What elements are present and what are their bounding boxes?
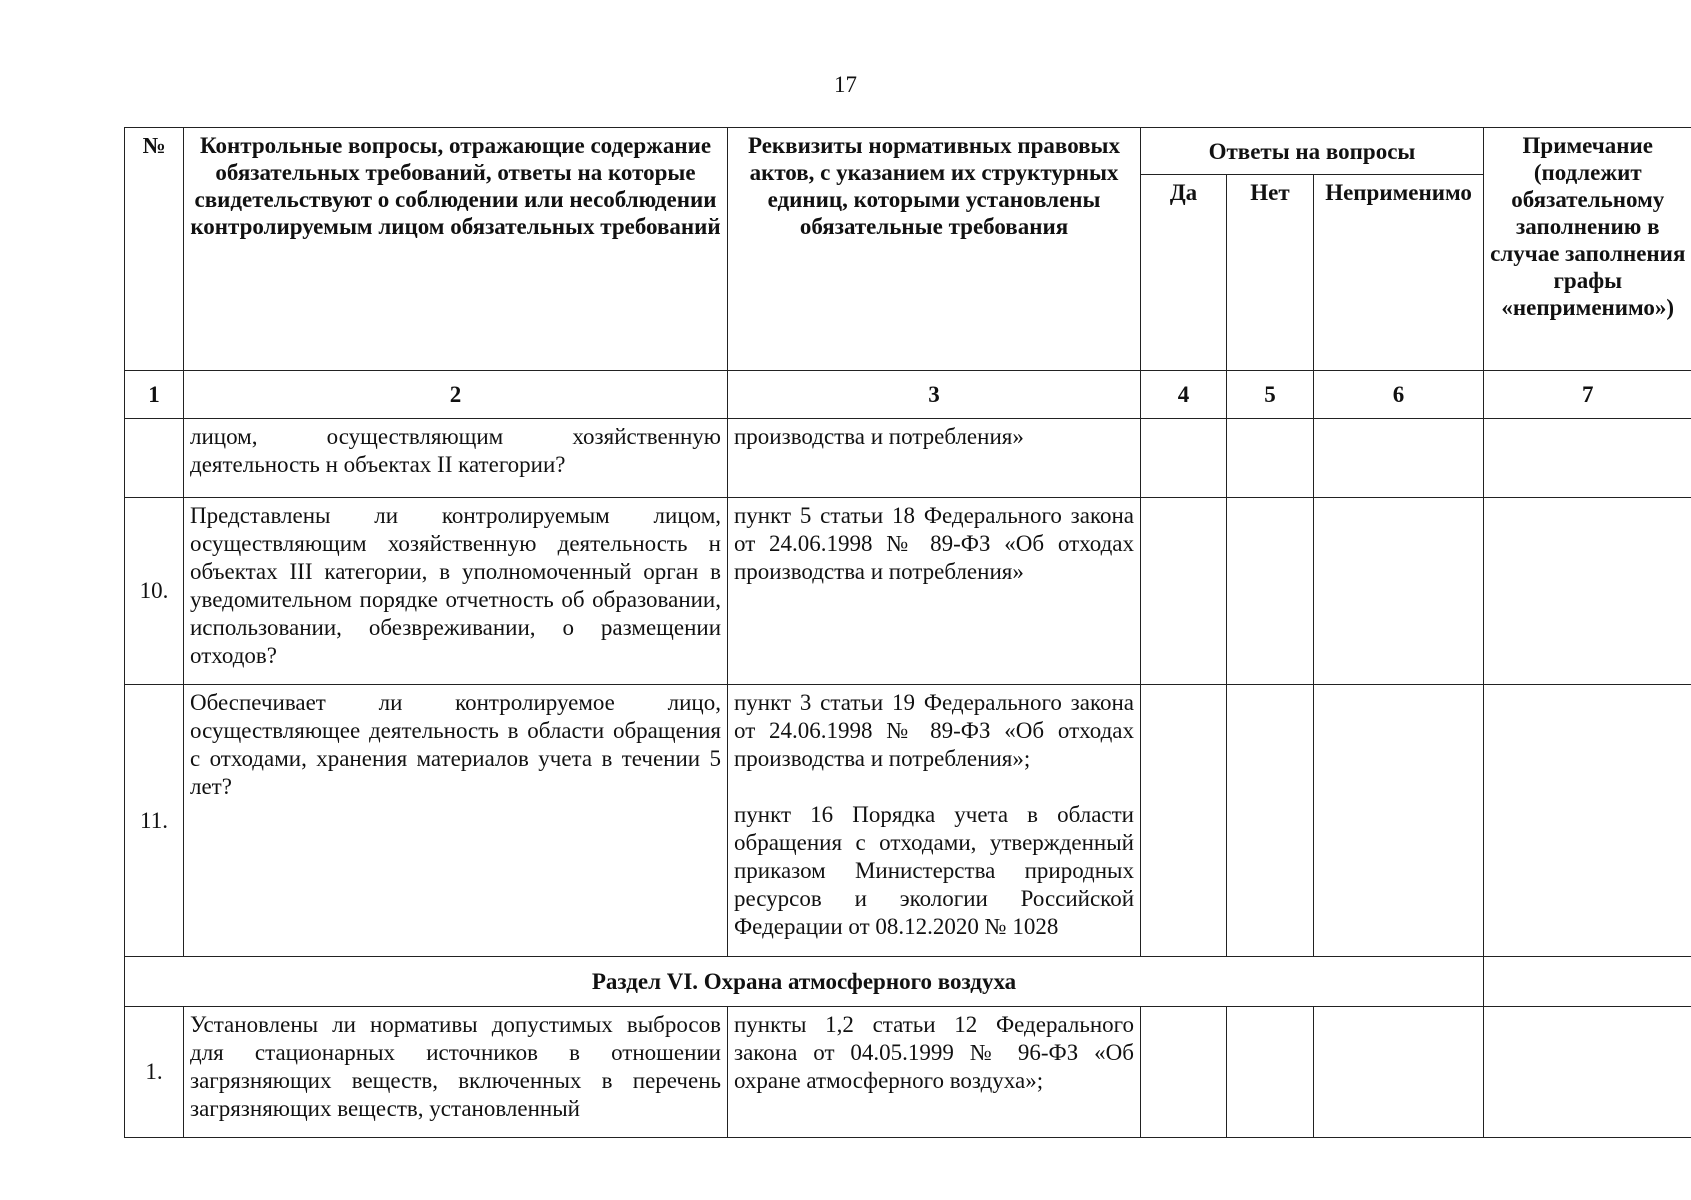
note-cell[interactable]	[1484, 957, 1691, 1007]
column-number-row	[125, 371, 1691, 419]
column-number: 4	[1141, 371, 1227, 419]
note-cell[interactable]	[1484, 419, 1691, 498]
answer-yes-cell[interactable]	[1141, 1007, 1227, 1138]
answer-yes-cell[interactable]	[1141, 685, 1227, 957]
table-row	[125, 498, 1691, 685]
header-question: Контрольные вопросы, отражающие содержание обязательных требований, ответы на которые свидетельствуют о соблюдении или несоблюдении контролируемым лицом обязательных требований	[184, 128, 728, 371]
column-number: 3	[728, 371, 1141, 419]
column-number: 5	[1227, 371, 1314, 419]
row-number: 10.	[125, 498, 184, 685]
header-no-answer: Нет	[1227, 175, 1314, 371]
row-question: Представлены ли контролируемым лицом, осуществляющим хозяйственную деятельность н объектах III категории, в уполномоченный орган в уведомительном порядке отчетность об образовании, использовании, обезвреживании, о размещении отходов?	[184, 498, 728, 685]
row-number: 1.	[125, 1007, 184, 1138]
answer-not-applicable-cell[interactable]	[1314, 498, 1484, 685]
checklist-table	[124, 127, 1691, 1138]
row-question: лицом, осуществляющим хозяйственную деятельность н объектах II категории?	[184, 419, 728, 498]
note-cell[interactable]	[1484, 685, 1691, 957]
column-number: 2	[184, 371, 728, 419]
row-requisites	[728, 685, 1141, 957]
answer-no-cell[interactable]	[1227, 685, 1314, 957]
header-row-top	[125, 128, 1691, 175]
row-number: 11.	[125, 685, 184, 957]
answer-not-applicable-cell[interactable]	[1314, 1007, 1484, 1138]
row-question: Обеспечивает ли контролируемое лицо, осуществляющее деятельность в области обращения с отходами, хранения материалов учета в течении 5 лет?	[184, 685, 728, 957]
column-number: 1	[125, 371, 184, 419]
header-note: Примечание (подлежит обязательному заполнению в случае заполнения графы «неприменимо»)	[1484, 128, 1691, 371]
header-answers: Ответы на вопросы	[1141, 128, 1484, 175]
section-title: Раздел VI. Охрана атмосферного воздуха	[125, 957, 1484, 1007]
header-requisites: Реквизиты нормативных правовых актов, с указанием их структурных единиц, которыми установлены обязательные требования	[728, 128, 1141, 371]
requisite-item: пункт 3 статьи 19 Федерального закона от 24.06.1998 № 89-ФЗ «Об отходах производства и потребления»;	[734, 690, 1134, 771]
header-yes: Да	[1141, 175, 1227, 371]
row-requisites: производства и потребления»	[728, 419, 1141, 498]
answer-no-cell[interactable]	[1227, 1007, 1314, 1138]
section-row	[125, 957, 1691, 1007]
table-row	[125, 685, 1691, 957]
requisite-gap	[734, 773, 1134, 801]
column-number: 7	[1484, 371, 1691, 419]
answer-not-applicable-cell[interactable]	[1314, 419, 1484, 498]
row-requisites: пункты 1,2 статьи 12 Федерального закона от 04.05.1999 № 96-ФЗ «Об охране атмосферного воздуха»;	[728, 1007, 1141, 1138]
column-number: 6	[1314, 371, 1484, 419]
table-row	[125, 1007, 1691, 1138]
row-question: Установлены ли нормативы допустимых выбросов для стационарных источников в отношении загрязняющих веществ, включенных в перечень загрязняющих веществ, установленный	[184, 1007, 728, 1138]
page-number: 17	[834, 72, 857, 97]
note-cell[interactable]	[1484, 498, 1691, 685]
note-cell[interactable]	[1484, 1007, 1691, 1138]
answer-yes-cell[interactable]	[1141, 498, 1227, 685]
row-number	[125, 419, 184, 498]
requisite-item: пункт 16 Порядка учета в области обращения с отходами, утвержденный приказом Министерства природных ресурсов и экологии Российской Федерации от 08.12.2020 № 1028	[734, 802, 1134, 939]
row-requisites: пункт 5 статьи 18 Федерального закона от 24.06.1998 № 89-ФЗ «Об отходах производства и потребления»	[728, 498, 1141, 685]
header-not-applicable: Неприменимо	[1314, 175, 1484, 371]
answer-no-cell[interactable]	[1227, 419, 1314, 498]
header-number: №	[125, 128, 184, 371]
answer-no-cell[interactable]	[1227, 498, 1314, 685]
answer-not-applicable-cell[interactable]	[1314, 685, 1484, 957]
answer-yes-cell[interactable]	[1141, 419, 1227, 498]
table-row	[125, 419, 1691, 498]
